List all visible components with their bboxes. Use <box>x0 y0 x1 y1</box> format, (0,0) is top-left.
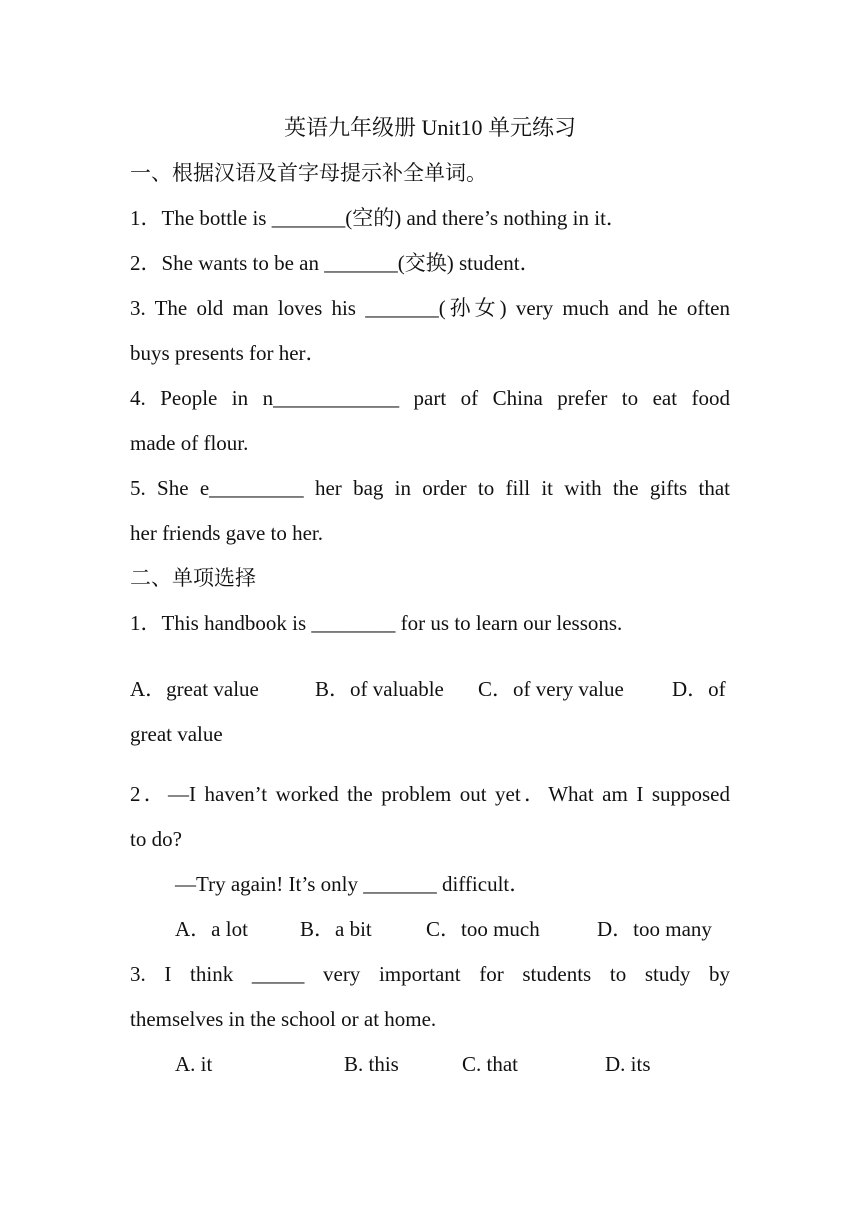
s1-question-5-line1: 5. She e_________ her bag in order to fill it with the gifts that <box>130 476 730 500</box>
s2-q2-option-a: A．a lot <box>175 917 248 941</box>
s1-question-1: 1．The bottle is _______(空的) and there’s nothing in it． <box>130 206 627 230</box>
s2-question-1-stem: 1．This handbook is ________ for us to learn our lessons. <box>130 611 623 635</box>
s2-question-3-line2: themselves in the school or at home. <box>130 1007 437 1031</box>
s2-q1-option-b: B．of valuable <box>315 677 444 701</box>
s2-q3-option-b: B. this <box>344 1052 399 1076</box>
s1-question-5-line2: her friends gave to her. <box>130 521 324 545</box>
s1-question-4-line2: made of flour. <box>130 431 249 455</box>
s2-q1-option-c: C．of very value <box>478 677 624 701</box>
s2-question-3-line1: 3. I think _____ very important for students to study by <box>130 962 730 986</box>
section1-heading: 一、根据汉语及首字母提示补全单词。 <box>130 161 487 185</box>
section2-heading: 二、单项选择 <box>130 566 256 590</box>
s2-q2-option-b: B．a bit <box>300 917 372 941</box>
s1-question-3-line1: 3. The old man loves his _______(孙女) very much and he often <box>130 296 730 320</box>
s2-q2-option-c: C．too much <box>426 917 540 941</box>
s1-question-3-line2: buys presents for her． <box>130 341 327 365</box>
s2-q1-option-a: A．great value <box>130 677 259 701</box>
s2-q3-option-c: C. that <box>462 1052 518 1076</box>
s2-q3-option-d: D. its <box>605 1052 651 1076</box>
s1-question-4-line1: 4. People in n____________ part of China prefer to eat food <box>130 386 730 410</box>
s1-question-2: 2．She wants to be an _______(交换) student． <box>130 251 541 275</box>
s2-question-2-reply: —Try again! It’s only _______ difficult． <box>175 872 531 896</box>
s2-q1-option-d: D．of <box>672 677 726 701</box>
s2-q3-option-a: A. it <box>175 1052 213 1076</box>
s2-question-2-line1: 2．—I haven’t worked the problem out yet．What am I supposed <box>130 782 730 806</box>
page-title: 英语九年级册 Unit10 单元练习 <box>283 115 577 140</box>
s2-question-2-line2: to do? <box>130 827 182 851</box>
s2-q2-option-d: D．too many <box>597 917 712 941</box>
s2-q1-option-d-continued: great value <box>130 722 223 746</box>
